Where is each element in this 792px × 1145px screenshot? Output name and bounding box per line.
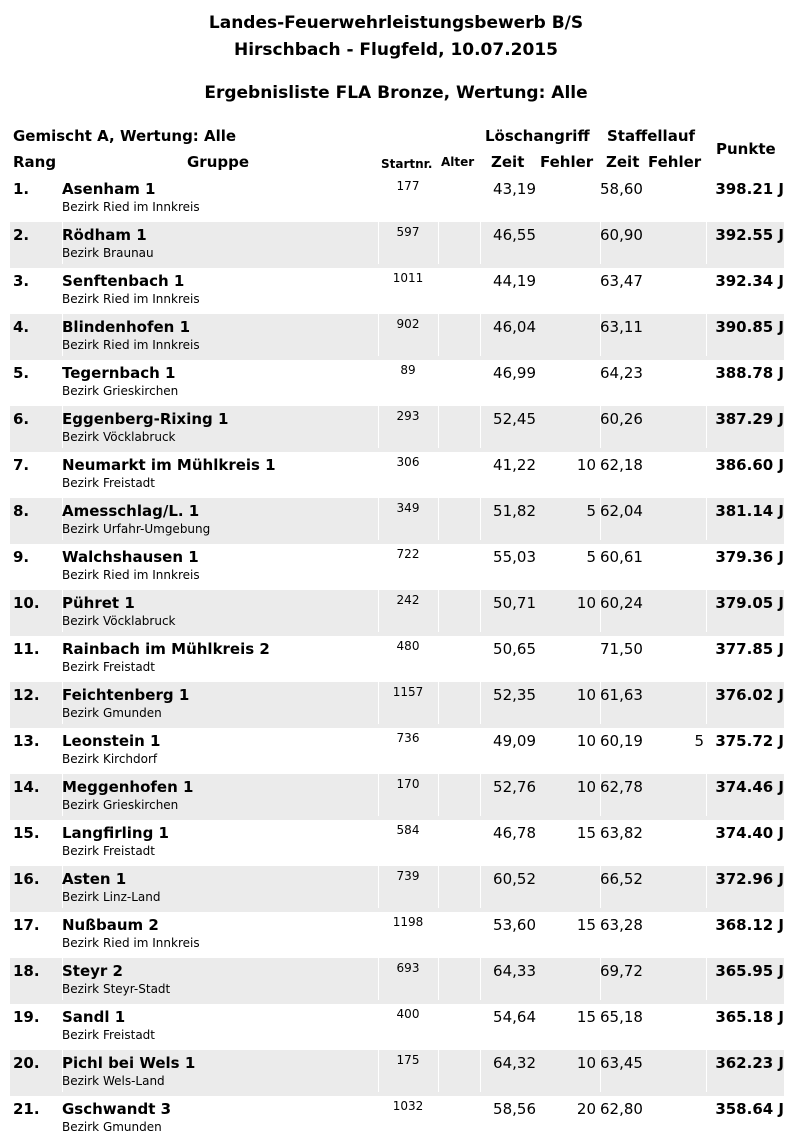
group-name: Senftenbach 1 xyxy=(62,272,185,290)
points: 379.05 J xyxy=(715,594,784,612)
points: 376.02 J xyxy=(715,686,784,704)
document-subtitle: Hirschbach - Flugfeld, 10.07.2015 xyxy=(233,40,558,60)
table-row xyxy=(10,222,784,268)
header-loesch-zeit: Zeit xyxy=(491,153,525,171)
loesch-fehler: 10 xyxy=(576,456,596,474)
points: 387.29 J xyxy=(715,410,784,428)
points: 365.18 J xyxy=(715,1008,784,1026)
staffel-zeit: 60,19 xyxy=(600,732,643,750)
district: Bezirk Freistadt xyxy=(62,844,155,858)
rank: 6. xyxy=(13,410,30,428)
rank: 10. xyxy=(13,594,40,612)
rank: 16. xyxy=(13,870,40,888)
rank: 9. xyxy=(13,548,30,566)
start-number: 177 xyxy=(396,179,420,193)
start-number: 480 xyxy=(396,639,420,653)
start-number: 736 xyxy=(396,731,420,745)
loesch-fehler: 5 xyxy=(586,502,596,520)
loesch-zeit: 52,35 xyxy=(493,686,536,704)
district: Bezirk Grieskirchen xyxy=(62,384,179,398)
rank: 17. xyxy=(13,916,40,934)
points: 379.36 J xyxy=(715,548,784,566)
loesch-zeit: 51,82 xyxy=(493,502,536,520)
group-name: Rainbach im Mühlkreis 2 xyxy=(62,640,270,658)
district: Bezirk Linz-Land xyxy=(62,890,161,904)
loesch-zeit: 46,99 xyxy=(493,364,536,382)
points: 381.14 J xyxy=(715,502,784,520)
start-number: 242 xyxy=(396,593,420,607)
start-number: 1157 xyxy=(392,685,424,699)
loesch-zeit: 46,55 xyxy=(493,226,536,244)
staffel-zeit: 62,78 xyxy=(600,778,643,796)
staffel-zeit: 66,52 xyxy=(600,870,643,888)
start-number: 400 xyxy=(396,1007,420,1021)
group-name: Gschwandt 3 xyxy=(62,1100,172,1118)
group-name: Meggenhofen 1 xyxy=(62,778,194,796)
district: Bezirk Urfahr-Umgebung xyxy=(62,522,211,536)
staffel-zeit: 60,90 xyxy=(600,226,643,244)
staffel-zeit: 62,04 xyxy=(600,502,643,520)
table-row xyxy=(10,866,784,912)
column-divider xyxy=(438,406,439,448)
district: Bezirk Braunau xyxy=(62,246,154,260)
district: Bezirk Kirchdorf xyxy=(62,752,158,766)
table-row xyxy=(10,912,784,958)
group-name: Steyr 2 xyxy=(62,962,123,980)
table-row xyxy=(10,774,784,820)
loesch-fehler: 10 xyxy=(576,594,596,612)
rank: 7. xyxy=(13,456,30,474)
rank: 20. xyxy=(13,1054,40,1072)
staffel-zeit: 60,26 xyxy=(600,410,643,428)
points: 388.78 J xyxy=(715,364,784,382)
table-row xyxy=(10,176,784,222)
table-row xyxy=(10,1096,784,1142)
header-loesch-fehler: Fehler xyxy=(540,153,594,171)
points: 386.60 J xyxy=(715,456,784,474)
rank: 15. xyxy=(13,824,40,842)
table-row xyxy=(10,958,784,1004)
loesch-zeit: 52,76 xyxy=(493,778,536,796)
group-name: Tegernbach 1 xyxy=(62,364,176,382)
staffel-zeit: 63,11 xyxy=(600,318,643,336)
table-row xyxy=(10,498,784,544)
result-list-title: Ergebnisliste FLA Bronze, Wertung: Alle xyxy=(204,83,588,103)
header-rang: Rang xyxy=(13,153,57,171)
table-row xyxy=(10,1050,784,1096)
loesch-fehler: 20 xyxy=(576,1100,596,1118)
loesch-zeit: 58,56 xyxy=(493,1100,536,1118)
points: 377.85 J xyxy=(715,640,784,658)
points: 368.12 J xyxy=(715,916,784,934)
staffel-zeit: 63,45 xyxy=(600,1054,643,1072)
start-number: 306 xyxy=(396,455,420,469)
column-divider xyxy=(438,1050,439,1092)
loesch-zeit: 50,71 xyxy=(493,594,536,612)
header-staffel-fehler: Fehler xyxy=(648,153,702,171)
district: Bezirk Ried im Innkreis xyxy=(62,568,200,582)
staffel-zeit: 58,60 xyxy=(600,180,643,198)
table-row xyxy=(10,728,784,774)
rank: 13. xyxy=(13,732,40,750)
rank: 19. xyxy=(13,1008,40,1026)
loesch-zeit: 41,22 xyxy=(493,456,536,474)
table-row xyxy=(10,1004,784,1050)
group-name: Feichtenberg 1 xyxy=(62,686,190,704)
loesch-zeit: 64,33 xyxy=(493,962,536,980)
column-divider xyxy=(438,682,439,724)
group-name: Eggenberg-Rixing 1 xyxy=(62,410,229,428)
results-table xyxy=(10,176,784,1142)
district: Bezirk Grieskirchen xyxy=(62,798,179,812)
staffel-zeit: 63,28 xyxy=(600,916,643,934)
header-alter: Alter xyxy=(441,155,475,169)
staffel-zeit: 63,47 xyxy=(600,272,643,290)
group-title: Gemischt A, Wertung: Alle xyxy=(13,127,237,145)
points: 374.46 J xyxy=(715,778,784,796)
table-row xyxy=(10,682,784,728)
loesch-fehler: 10 xyxy=(576,778,596,796)
district: Bezirk Steyr-Stadt xyxy=(62,982,171,996)
group-name: Sandl 1 xyxy=(62,1008,126,1026)
group-name: Rödham 1 xyxy=(62,226,147,244)
points: 392.55 J xyxy=(715,226,784,244)
loesch-fehler: 10 xyxy=(576,686,596,704)
column-divider xyxy=(438,774,439,816)
rank: 4. xyxy=(13,318,30,336)
district: Bezirk Freistadt xyxy=(62,476,155,490)
points: 375.72 J xyxy=(715,732,784,750)
start-number: 739 xyxy=(396,869,420,883)
header-staffel-zeit: Zeit xyxy=(606,153,640,171)
rank: 2. xyxy=(13,226,30,244)
points: 362.23 J xyxy=(715,1054,784,1072)
table-row xyxy=(10,360,784,406)
points: 358.64 J xyxy=(715,1100,784,1118)
header-gruppe: Gruppe xyxy=(187,153,250,171)
points: 372.96 J xyxy=(715,870,784,888)
table-row xyxy=(10,406,784,452)
header-loeschangriff: Löschangriff xyxy=(485,127,590,145)
loesch-fehler: 15 xyxy=(576,1008,596,1026)
district: Bezirk Ried im Innkreis xyxy=(62,936,200,950)
staffel-zeit: 60,24 xyxy=(600,594,643,612)
start-number: 1032 xyxy=(392,1099,424,1113)
loesch-zeit: 43,19 xyxy=(493,180,536,198)
column-divider xyxy=(438,590,439,632)
rank: 18. xyxy=(13,962,40,980)
loesch-zeit: 52,45 xyxy=(493,410,536,428)
rank: 12. xyxy=(13,686,40,704)
start-number: 89 xyxy=(400,363,416,377)
header-punkte: Punkte xyxy=(716,140,776,158)
loesch-zeit: 49,09 xyxy=(493,732,536,750)
loesch-fehler: 15 xyxy=(576,916,596,934)
group-name: Langfirling 1 xyxy=(62,824,169,842)
start-number: 722 xyxy=(396,547,420,561)
district: Bezirk Ried im Innkreis xyxy=(62,200,200,214)
loesch-fehler: 10 xyxy=(576,732,596,750)
column-divider xyxy=(438,314,439,356)
document-title: Landes-Feuerwehrleistungsbewerb B/S xyxy=(208,13,584,33)
loesch-zeit: 55,03 xyxy=(493,548,536,566)
points: 390.85 J xyxy=(715,318,784,336)
loesch-zeit: 60,52 xyxy=(493,870,536,888)
rank: 5. xyxy=(13,364,30,382)
table-row xyxy=(10,314,784,360)
table-row xyxy=(10,452,784,498)
district: Bezirk Vöcklabruck xyxy=(62,614,176,628)
start-number: 1011 xyxy=(392,271,424,285)
staffel-zeit: 63,82 xyxy=(600,824,643,842)
loesch-zeit: 46,78 xyxy=(493,824,536,842)
group-name: Pichl bei Wels 1 xyxy=(62,1054,196,1072)
table-row xyxy=(10,590,784,636)
start-number: 293 xyxy=(396,409,420,423)
start-number: 693 xyxy=(396,961,420,975)
loesch-fehler: 10 xyxy=(576,1054,596,1072)
start-number: 175 xyxy=(396,1053,420,1067)
points: 365.95 J xyxy=(715,962,784,980)
district: Bezirk Gmunden xyxy=(62,1120,162,1134)
points: 374.40 J xyxy=(715,824,784,842)
group-name: Asten 1 xyxy=(62,870,127,888)
loesch-zeit: 64,32 xyxy=(493,1054,536,1072)
column-divider xyxy=(438,498,439,540)
header-startnr: Startnr. xyxy=(381,157,433,171)
start-number: 902 xyxy=(396,317,420,331)
staffel-zeit: 71,50 xyxy=(600,640,643,658)
staffel-zeit: 69,72 xyxy=(600,962,643,980)
rank: 1. xyxy=(13,180,30,198)
column-divider xyxy=(438,222,439,264)
points: 392.34 J xyxy=(715,272,784,290)
staffel-zeit: 65,18 xyxy=(600,1008,643,1026)
district: Bezirk Wels-Land xyxy=(62,1074,165,1088)
staffel-zeit: 62,80 xyxy=(600,1100,643,1118)
start-number: 597 xyxy=(396,225,420,239)
rank: 21. xyxy=(13,1100,40,1118)
rank: 3. xyxy=(13,272,30,290)
group-name: Pühret 1 xyxy=(62,594,135,612)
loesch-zeit: 46,04 xyxy=(493,318,536,336)
rank: 14. xyxy=(13,778,40,796)
group-name: Asenham 1 xyxy=(62,180,156,198)
loesch-zeit: 50,65 xyxy=(493,640,536,658)
staffel-fehler: 5 xyxy=(694,732,704,750)
table-row xyxy=(10,544,784,590)
district: Bezirk Freistadt xyxy=(62,1028,155,1042)
group-name: Neumarkt im Mühlkreis 1 xyxy=(62,456,276,474)
district: Bezirk Ried im Innkreis xyxy=(62,338,200,352)
start-number: 1198 xyxy=(392,915,424,929)
loesch-zeit: 53,60 xyxy=(493,916,536,934)
loesch-fehler: 15 xyxy=(576,824,596,842)
rank: 8. xyxy=(13,502,30,520)
staffel-zeit: 62,18 xyxy=(600,456,643,474)
group-name: Amesschlag/L. 1 xyxy=(62,502,200,520)
loesch-zeit: 44,19 xyxy=(493,272,536,290)
district: Bezirk Ried im Innkreis xyxy=(62,292,200,306)
staffel-zeit: 64,23 xyxy=(600,364,643,382)
group-name: Walchshausen 1 xyxy=(62,548,199,566)
group-name: Leonstein 1 xyxy=(62,732,161,750)
column-divider xyxy=(438,958,439,1000)
start-number: 349 xyxy=(396,501,420,515)
district: Bezirk Vöcklabruck xyxy=(62,430,176,444)
start-number: 170 xyxy=(396,777,420,791)
points: 398.21 J xyxy=(715,180,784,198)
district: Bezirk Gmunden xyxy=(62,706,162,720)
table-row xyxy=(10,636,784,682)
header-staffellauf: Staffellauf xyxy=(607,127,696,145)
rank: 11. xyxy=(13,640,40,658)
start-number: 584 xyxy=(396,823,420,837)
table-row xyxy=(10,268,784,314)
staffel-zeit: 60,61 xyxy=(600,548,643,566)
district: Bezirk Freistadt xyxy=(62,660,155,674)
loesch-zeit: 54,64 xyxy=(493,1008,536,1026)
table-row xyxy=(10,820,784,866)
loesch-fehler: 5 xyxy=(586,548,596,566)
group-name: Nußbaum 2 xyxy=(62,916,159,934)
group-name: Blindenhofen 1 xyxy=(62,318,191,336)
staffel-zeit: 61,63 xyxy=(600,686,643,704)
column-divider xyxy=(438,866,439,908)
